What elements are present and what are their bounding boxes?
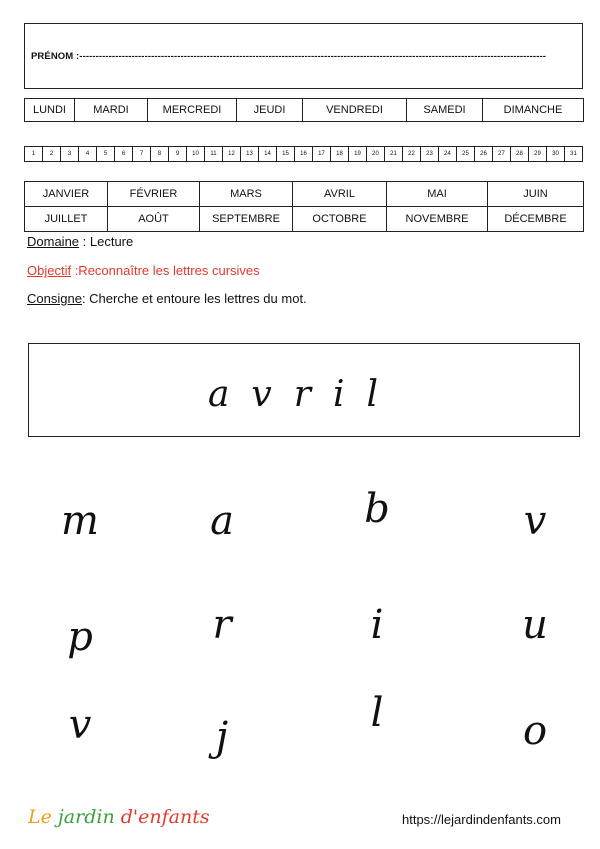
date-number-cell[interactable]: 17: [313, 147, 331, 162]
logo-part: enfants: [138, 806, 210, 828]
date-number-cell[interactable]: 4: [79, 147, 97, 162]
domaine-text: : Lecture: [79, 234, 134, 249]
target-word: avril: [207, 374, 401, 415]
logo-part: jardin: [57, 806, 121, 828]
date-number-cell[interactable]: 19: [349, 147, 367, 162]
numbers-table: [24, 146, 583, 162]
months-table: [24, 181, 584, 232]
date-number-cell[interactable]: 27: [493, 147, 511, 162]
date-number-cell[interactable]: 20: [367, 147, 385, 162]
cursive-letter-v[interactable]: v: [68, 702, 92, 748]
cursive-letter-m[interactable]: m: [61, 498, 99, 544]
cursive-letter-i[interactable]: i: [370, 602, 384, 648]
day-cell[interactable]: VENDREDI: [303, 99, 407, 122]
date-number-cell[interactable]: 7: [133, 147, 151, 162]
date-number-cell[interactable]: 24: [439, 147, 457, 162]
month-cell[interactable]: JUILLET: [25, 207, 108, 232]
objectif-label: Objectif: [27, 263, 72, 278]
name-box[interactable]: [24, 23, 583, 89]
domaine-line: [27, 234, 133, 249]
cursive-letter-o[interactable]: o: [522, 708, 548, 754]
date-number-cell[interactable]: 28: [511, 147, 529, 162]
domaine-label: Domaine: [27, 234, 80, 249]
date-number-cell[interactable]: 6: [115, 147, 133, 162]
objectif-text: :Reconnaître les lettres cursives: [71, 263, 260, 278]
month-cell[interactable]: MARS: [200, 182, 293, 207]
word-box: [28, 343, 580, 437]
date-number-cell[interactable]: 29: [529, 147, 547, 162]
month-cell[interactable]: DÉCEMBRE: [488, 207, 584, 232]
cursive-letter-b[interactable]: b: [364, 486, 390, 532]
date-number-cell[interactable]: 18: [331, 147, 349, 162]
month-cell[interactable]: NOVEMBRE: [387, 207, 488, 232]
date-number-cell[interactable]: 3: [61, 147, 79, 162]
logo-part: d': [120, 806, 139, 828]
day-cell[interactable]: LUNDI: [25, 99, 75, 122]
date-number-cell[interactable]: 25: [457, 147, 475, 162]
date-number-cell[interactable]: 1: [25, 147, 43, 162]
day-cell[interactable]: SAMEDI: [407, 99, 483, 122]
cursive-letter-v[interactable]: v: [523, 498, 547, 544]
days-table: [24, 98, 584, 122]
month-cell[interactable]: OCTOBRE: [293, 207, 387, 232]
date-number-cell[interactable]: 21: [385, 147, 403, 162]
date-number-cell[interactable]: 26: [475, 147, 493, 162]
day-cell[interactable]: JEUDI: [237, 99, 303, 122]
consigne-text: : Cherche et entoure les lettres du mot.: [81, 291, 307, 306]
logo-part: Le: [28, 806, 58, 828]
cursive-letter-u[interactable]: u: [522, 602, 548, 648]
date-number-cell[interactable]: 9: [169, 147, 187, 162]
consigne-line: [27, 291, 307, 306]
date-number-cell[interactable]: 14: [259, 147, 277, 162]
cursive-letter-p[interactable]: p: [67, 614, 93, 660]
date-number-cell[interactable]: 2: [43, 147, 61, 162]
date-number-cell[interactable]: 13: [241, 147, 259, 162]
month-cell[interactable]: JUIN: [488, 182, 584, 207]
cursive-letter-l[interactable]: l: [370, 690, 384, 736]
cursive-letter-j[interactable]: j: [215, 714, 229, 760]
date-number-cell[interactable]: 22: [403, 147, 421, 162]
day-cell[interactable]: DIMANCHE: [483, 99, 584, 122]
date-number-cell[interactable]: 23: [421, 147, 439, 162]
date-number-cell[interactable]: 15: [277, 147, 295, 162]
month-cell[interactable]: AOÛT: [108, 207, 200, 232]
name-label: PRÉNOM :-----------------------------------------------------------------------------------------------------------------------------------------------: [31, 51, 546, 62]
month-cell[interactable]: SEPTEMBRE: [200, 207, 293, 232]
month-cell[interactable]: MAI: [387, 182, 488, 207]
month-cell[interactable]: FÉVRIER: [108, 182, 200, 207]
date-number-cell[interactable]: 16: [295, 147, 313, 162]
date-number-cell[interactable]: 30: [547, 147, 565, 162]
day-cell[interactable]: MARDI: [75, 99, 148, 122]
month-cell[interactable]: AVRIL: [293, 182, 387, 207]
date-number-cell[interactable]: 11: [205, 147, 223, 162]
date-number-cell[interactable]: 12: [223, 147, 241, 162]
day-cell[interactable]: MERCREDI: [148, 99, 237, 122]
date-number-cell[interactable]: 8: [151, 147, 169, 162]
date-number-cell[interactable]: 5: [97, 147, 115, 162]
footer-url[interactable]: https://lejardindenfants.com: [402, 812, 561, 827]
date-number-cell[interactable]: 31: [565, 147, 583, 162]
cursive-letter-a[interactable]: a: [210, 498, 234, 544]
cursive-letter-r[interactable]: r: [212, 602, 232, 648]
logo: [28, 806, 210, 828]
objectif-line: [27, 263, 260, 278]
date-number-cell[interactable]: 10: [187, 147, 205, 162]
month-cell[interactable]: JANVIER: [25, 182, 108, 207]
consigne-label: Consigne: [27, 291, 82, 306]
